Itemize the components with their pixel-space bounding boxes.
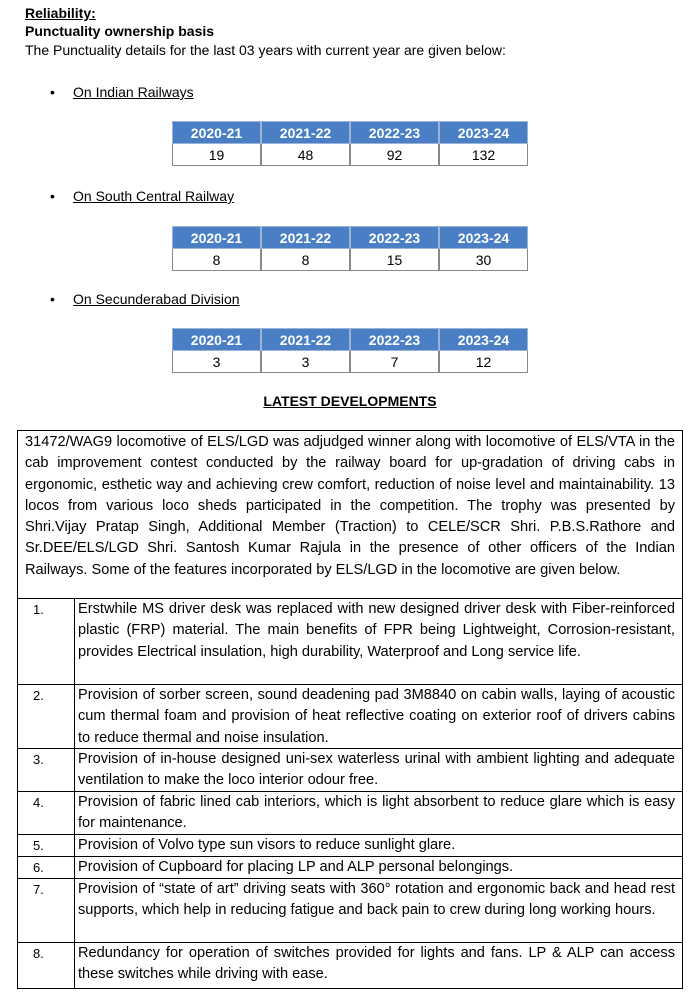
- feature-row: [18, 598, 682, 685]
- feature-number: 8.: [18, 943, 75, 989]
- year-header: 2021-22: [261, 121, 350, 144]
- feature-text: Provision of “state of art” driving seats with 360° rotation and ergonomic back and head rest supports, which help in reducing fatigue and back pain to crew during long working hours.: [78, 881, 675, 919]
- value-cell: 3: [172, 351, 261, 373]
- year-header: 2022-23: [350, 121, 439, 144]
- value-cell: 8: [172, 249, 261, 271]
- bullet-icon: •: [50, 84, 55, 100]
- feature-number: 2.: [18, 685, 75, 749]
- feature-row: [18, 942, 682, 989]
- developments-intro: 31472/WAG9 locomotive of ELS/LGD was adjudged winner along with locomotive of ELS/VTA in the cab improvement contest conducted by the railway board for up-gradation of driving cabs in ergonomic, esthetic way and achieving crew comfort, reduction of noise level and maintainability. 13 locos from various loco sheds participated in the competition. The trophy was presented by Shri.Vijay Pratap Singh, Additional Member (Traction) to CELE/SCR Shri. P.B.S.Rathore and Sr.DEE/ELS/LGD Shri. Santosh Kumar Rajula in the presence of other officers of the Indian Railways. Some of the features incorporated by ELS/LGD in the locomotive are given below.: [25, 434, 675, 578]
- year-header: 2023-24: [439, 328, 528, 351]
- feature-row: [18, 684, 682, 749]
- year-header: 2021-22: [261, 328, 350, 351]
- feature-text: Erstwhile MS driver desk was replaced with new designed driver desk with Fiber-reinforced plastic (FRP) material. The main benefits of FPR being Lightweight, Corrosion-resistant, provides Electrical insulation, high durability, Waterproof and Long service life.: [78, 601, 675, 660]
- latest-developments-title: LATEST DEVELOPMENTS: [263, 393, 437, 409]
- punctuality-table-secunderabad-division: [172, 328, 528, 373]
- section-label: On Secunderabad Division: [73, 291, 240, 307]
- bullet-icon: •: [50, 188, 55, 204]
- value-cell: 12: [439, 351, 528, 373]
- value-cell: 19: [172, 144, 261, 166]
- value-cell: 8: [261, 249, 350, 271]
- feature-text: Redundancy for operation of switches provided for lights and fans. LP & ALP can access these switches while driving with ease.: [78, 945, 675, 983]
- feature-row: [18, 748, 682, 792]
- feature-number: 7.: [18, 879, 75, 943]
- year-header: 2021-22: [261, 226, 350, 249]
- year-header: 2023-24: [439, 226, 528, 249]
- feature-number: 1.: [18, 599, 75, 685]
- bullet-icon: •: [50, 291, 55, 307]
- punctuality-table-indian-railways: [172, 121, 528, 166]
- value-cell: 132: [439, 144, 528, 166]
- value-cell: 30: [439, 249, 528, 271]
- developments-box: [17, 430, 683, 989]
- year-header: 2023-24: [439, 121, 528, 144]
- year-header: 2020-21: [172, 226, 261, 249]
- reliability-heading: Reliability:: [25, 5, 96, 21]
- year-header: 2020-21: [172, 328, 261, 351]
- year-header: 2022-23: [350, 226, 439, 249]
- feature-text: Provision of sorber screen, sound deadening pad 3M8840 on cabin walls, laying of acoustic cum thermal foam and provision of heat reflective coating on exterior roof of drivers cabins to reduce thermal and noise insulation.: [78, 687, 675, 746]
- section-label: On South Central Railway: [73, 188, 235, 204]
- feature-row: [18, 878, 682, 943]
- feature-row: [18, 834, 682, 857]
- feature-text: Provision of Volvo type sun visors to reduce sunlight glare.: [78, 837, 456, 853]
- feature-row: [18, 791, 682, 835]
- value-cell: 15: [350, 249, 439, 271]
- punctuality-table-south-central-railway: [172, 226, 528, 271]
- section-label: On Indian Railways: [73, 84, 194, 100]
- punctuality-intro-text: The Punctuality details for the last 03 years with current year are given below:: [25, 42, 506, 58]
- feature-number: 5.: [18, 835, 75, 857]
- feature-number: 6.: [18, 857, 75, 879]
- feature-text: Provision of in-house designed uni-sex waterless urinal with ambient lighting and adequate ventilation to make the loco interior odour free.: [78, 751, 675, 789]
- value-cell: 48: [261, 144, 350, 166]
- value-cell: 3: [261, 351, 350, 373]
- year-header: 2020-21: [172, 121, 261, 144]
- value-cell: 92: [350, 144, 439, 166]
- feature-number: 3.: [18, 749, 75, 792]
- feature-text: Provision of fabric lined cab interiors, which is light absorbent to reduce glare which is easy for maintenance.: [78, 794, 675, 832]
- feature-number: 4.: [18, 792, 75, 835]
- feature-row: [18, 856, 682, 879]
- punctuality-basis-heading: Punctuality ownership basis: [25, 23, 215, 39]
- year-header: 2022-23: [350, 328, 439, 351]
- feature-text: Provision of Cupboard for placing LP and ALP personal belongings.: [78, 859, 514, 875]
- value-cell: 7: [350, 351, 439, 373]
